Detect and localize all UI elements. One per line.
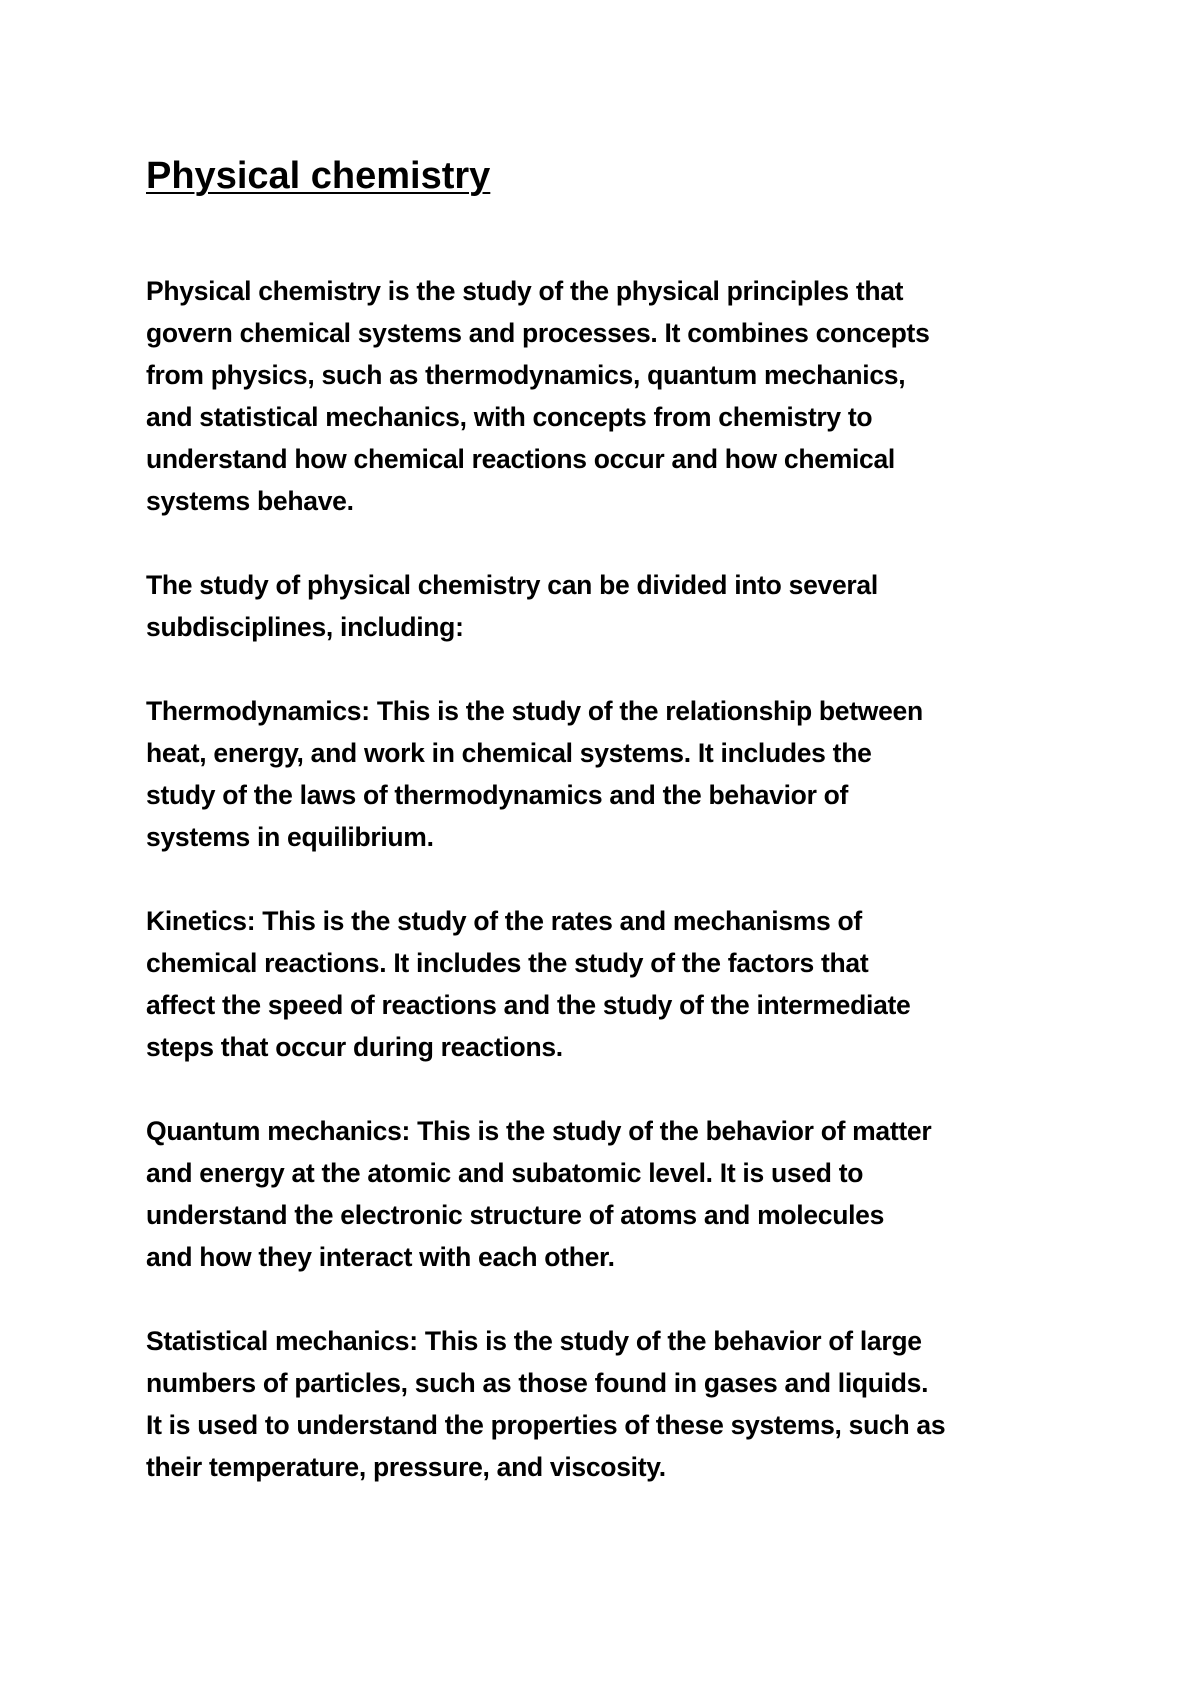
paragraph-subdisciplines [146,564,1086,648]
text-line: The study of physical chemistry can be divided into several [146,570,878,600]
document-body [146,270,1086,1530]
text-line: their temperature, pressure, and viscosity. [146,1452,666,1482]
text-line: Kinetics: This is the study of the rates and mechanisms of [146,906,862,936]
page-title: Physical chemistry [146,155,491,197]
text-line: systems behave. [146,486,354,516]
text-line: study of the laws of thermodynamics and the behavior of [146,780,849,810]
text-line: systems in equilibrium. [146,822,434,852]
text-line: numbers of particles, such as those found in gases and liquids. [146,1368,929,1398]
text-line: Thermodynamics: This is the study of the relationship between [146,696,923,726]
text-line: and how they interact with each other. [146,1242,615,1272]
paragraph-intro [146,270,1086,522]
text-line: understand how chemical reactions occur and how chemical [146,444,895,474]
text-line: Quantum mechanics: This is the study of the behavior of matter [146,1116,932,1146]
text-line: Physical chemistry is the study of the physical principles that [146,276,904,306]
text-line: Statistical mechanics: This is the study of the behavior of large [146,1326,922,1356]
text-line: understand the electronic structure of atoms and molecules [146,1200,885,1230]
text-line: subdisciplines, including: [146,612,464,642]
text-line: and energy at the atomic and subatomic level. It is used to [146,1158,864,1188]
text-line: heat, energy, and work in chemical systems. It includes the [146,738,872,768]
text-line: steps that occur during reactions. [146,1032,563,1062]
text-line: from physics, such as thermodynamics, quantum mechanics, [146,360,906,390]
paragraph-statistical-mechanics [146,1320,1086,1488]
text-line: and statistical mechanics, with concepts from chemistry to [146,402,873,432]
text-line: chemical reactions. It includes the study of the factors that [146,948,869,978]
text-line: It is used to understand the properties of these systems, such as [146,1410,946,1440]
paragraph-quantum-mechanics [146,1110,1086,1278]
text-line: govern chemical systems and processes. It combines concepts [146,318,930,348]
text-line: affect the speed of reactions and the study of the intermediate [146,990,911,1020]
paragraph-thermodynamics [146,690,1086,858]
paragraph-kinetics [146,900,1086,1068]
